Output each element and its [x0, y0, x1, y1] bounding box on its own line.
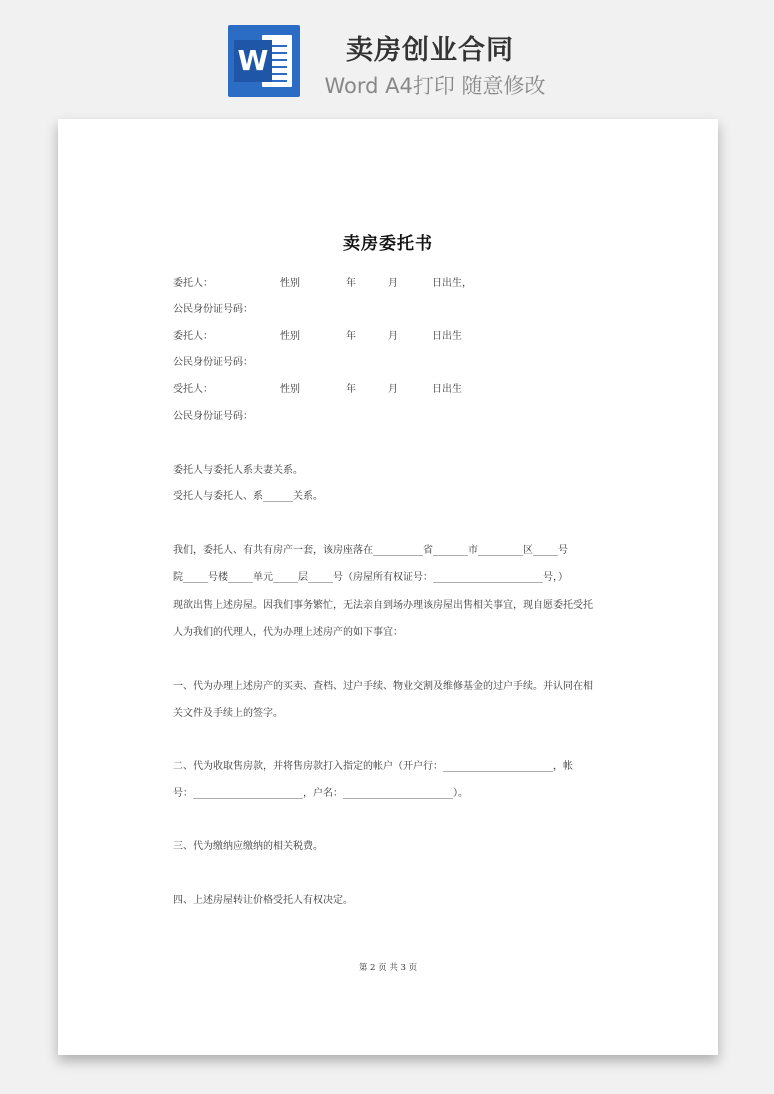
item-line: 关文件及手续上的签字。: [173, 708, 283, 719]
gender-label: 性别: [280, 278, 300, 289]
relation-line: 受托人与委托人、系______关系。: [173, 491, 323, 502]
month-label: 月: [388, 278, 398, 289]
item-line: 四、上述房屋转让价格受托人有权决定。: [173, 895, 353, 906]
item-line: 号：______________________，户名：______________________）。: [173, 788, 468, 799]
document-title: 卖房委托书: [343, 234, 433, 254]
banner: [0, 0, 774, 110]
month-label: 月: [388, 384, 398, 395]
body-line: 院_____号楼_____单元_____层_____号（房屋所有权证号：______________________号，）: [173, 572, 568, 583]
gender-label: 性别: [280, 331, 300, 342]
item-line: 二、代为收取售房款，并将售房款打入指定的帐户（开户行：______________________，帐: [173, 761, 573, 772]
id-number-label: 公民身份证号码：: [173, 357, 253, 368]
body-line: 我们，委托人、有共有房产一套，该房座落在__________省_______市_________区_____号: [173, 545, 568, 556]
document-page: [58, 119, 718, 1055]
logo-letter: W: [234, 40, 272, 82]
year-label: 年: [346, 278, 356, 289]
relation-line: 委托人与委托人系夫妻关系。: [173, 465, 303, 476]
page-footer: 第 2 页 共 3 页: [358, 963, 418, 973]
party-label: 委托人：: [173, 331, 213, 342]
year-label: 年: [346, 331, 356, 342]
year-label: 年: [346, 384, 356, 395]
party-label: 受托人：: [173, 384, 213, 395]
banner-subtitle: Word A4打印 随意修改: [324, 74, 546, 98]
body-line: 人为我们的代理人，代为办理上述房产的如下事宜：: [173, 627, 403, 638]
born-label: 日出生: [432, 331, 462, 342]
month-label: 月: [388, 331, 398, 342]
party-label: 委托人：: [173, 278, 213, 289]
banner-title: 卖房创业合同: [346, 35, 514, 66]
item-line: 三、代为缴纳应缴纳的相关税费。: [173, 841, 323, 852]
item-line: 一、代为办理上述房产的买卖、查档、过户手续、物业交割及维修基金的过户手续。并认同在相: [173, 681, 593, 692]
id-number-label: 公民身份证号码：: [173, 411, 253, 422]
born-label: 日出生，: [432, 278, 472, 289]
born-label: 日出生: [432, 384, 462, 395]
word-app-icon: [228, 25, 300, 97]
gender-label: 性别: [280, 384, 300, 395]
body-line: 现欲出售上述房屋。因我们事务繁忙，无法亲自到场办理该房屋出售相关事宜，现自愿委托受托: [173, 600, 593, 611]
id-number-label: 公民身份证号码：: [173, 304, 253, 315]
